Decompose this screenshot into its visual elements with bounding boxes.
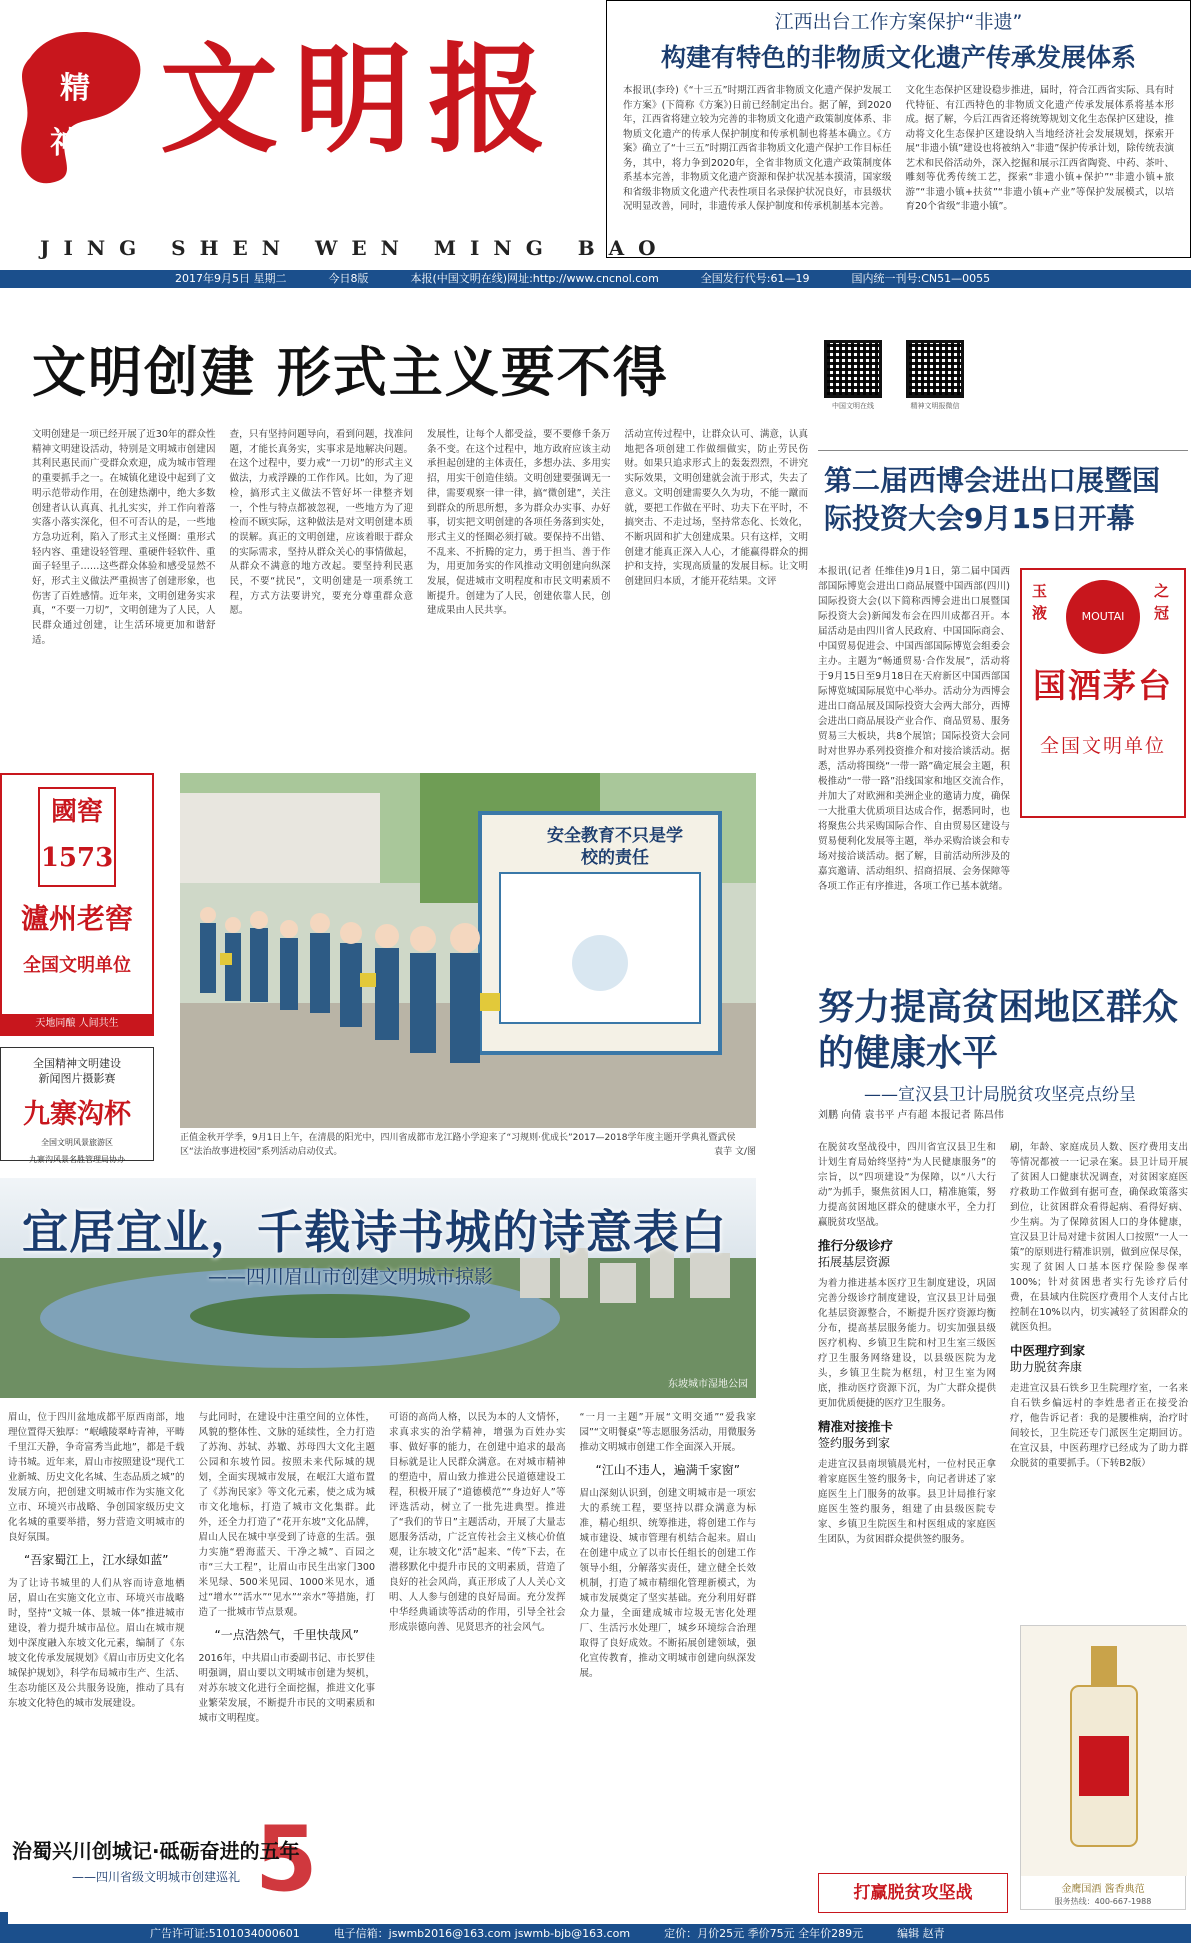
feature-col-2: 与此同时，在建设中注重空间的立体性，风貌的整体性、文脉的延续性，全力打造了苏洵、苏轼、苏辙、苏母四大文化主题公园和东坡竹园。按照未来代际城的规划，全面实现城市发展，在岷江大道布置了《苏洵民家》等文化元素，使之成为城市文化地标，打造了城市文化集群。此外，还全力打造了“花开东坡”文化品牌，眉山人民在城中享受到了诗意的生活。强力实施“碧海蓝天、干净之城”、百园之市“三大工程”，让眉山市民生出家门300米见绿、500米见园、1000米见水，通过“增水”“活水”“见水”“亲水”等措施，打造了一批城市节点景观。 xyxy=(198,1412,375,1618)
jiuzhai-line1: 全国精神文明建设 xyxy=(33,1057,121,1070)
main-article-body xyxy=(32,428,808,746)
cn-code: 国内统一刊号:CN51—0055 xyxy=(851,272,991,285)
bottle-ad-text: 金鹰国酒 酱香典范 xyxy=(1061,1884,1145,1895)
masthead-title: 文明报 xyxy=(160,30,563,169)
feature-col-2b: 2016年，中共眉山市委副书记、市长罗佳明强调，眉山要以文明城市创建为契机，对苏东坡文化进行全面挖掘，推进文化事业繁荣发展，不断提升市民的文明素质和城市文明程度。 xyxy=(198,1653,375,1724)
website[interactable]: 本报(中国文明在线)网址:http://www.cncnol.com xyxy=(410,272,659,285)
print-color-bar xyxy=(0,1912,8,1924)
health-subhead-3: 中医理疗到家 xyxy=(1010,1343,1086,1358)
feature-headline[interactable]: 宜居宜业，千载诗书城的诗意表白 xyxy=(22,1205,727,1259)
qr-label-2: 精神文明报微信 xyxy=(910,402,960,410)
issue-pages: 今日8版 xyxy=(328,272,369,285)
photo-credit: 东坡城市湿地公园 xyxy=(668,1379,748,1390)
feature-body xyxy=(8,1410,756,1810)
luzhou-honor: 全国文明单位 xyxy=(23,955,131,976)
caption-credit: 袁芋 文/图 xyxy=(714,1147,756,1157)
svg-text:5: 5 xyxy=(255,1810,318,1912)
luzhou-ad[interactable] xyxy=(0,773,154,1036)
qr-icon xyxy=(824,340,882,398)
maotai-ad[interactable] xyxy=(1020,568,1186,818)
health-subhead-2: 精准对接推卡 xyxy=(818,1419,894,1434)
expo-headline[interactable]: 第二届西博会进出口展暨国际投资大会9月15日开幕 xyxy=(824,464,1161,535)
jiuzhai-line4: 九寨沟风景名胜管理局协办 xyxy=(29,1155,125,1164)
feature-subhead-3: “江山不违人，遍满千家窗” xyxy=(595,1463,740,1477)
health-subhead-1: 推行分级诊疗 xyxy=(818,1238,894,1253)
health-headline[interactable]: 努力提高贫困地区群众的健康水平 xyxy=(818,987,1179,1074)
health-col-2b: 走进宣汉县石铁乡卫生院理疗室，一名来自石铁乡偏远村的李姓患者正在接受治疗，他告诉记者：我的是腰椎病，治疗时间较长，卫生院还专门派医生定期回访。在宣汉县，中医药理疗已经成为了助力群众脱贫的重要抓手。（下转B2版） xyxy=(1010,1383,1188,1469)
qr-icon xyxy=(906,340,964,398)
maotai-brand: 国酒茅台 xyxy=(1033,666,1173,705)
footer-bar xyxy=(0,1924,1191,1943)
top-right-subtitle: 江西出台工作方案保护“非遗” xyxy=(774,11,1023,33)
issue-date: 2017年9月5日 星期二 xyxy=(175,272,287,285)
health-subhead-1b: 拓展基层资源 xyxy=(818,1255,891,1269)
divider xyxy=(818,450,1188,451)
health-col-1c: 走进宣汉县南坝镇晨光村，一位村民正拿着家庭医生签约服务卡，向记者讲述了家庭医生上门服务的故事。县卫计局推行家庭医生签约服务，组建了由县级医院专家、乡镇卫生院医生和村医组成的家庭医生团队，为贫困群众提供签约服务。 xyxy=(818,1459,996,1545)
qr-label-1: 中国文明在线 xyxy=(832,402,874,410)
qr-code-2[interactable] xyxy=(906,340,964,411)
feature-col-1: 眉山，位于四川盆地成都平原西南部，地理位置得天独厚：“岷峨陵翠峙青神，平畴千里江天静，争奇富秀当此地”，都是千载诗书城。近年来，眉山市按照建设“现代工业新城、历史文化名城、生态品质之城”的发展方向，把创建文明城市作为实施文化立市、环境兴市战略、争创国家级历史文化名城的重要举措，努力营造文明城市的良好氛围。 xyxy=(8,1412,185,1543)
top-right-col-1: 本报讯(李玲)《“十三五”时期江西省非物质文化遗产保护发展工作方案》(下简称《方案》)日前已经制定出台。据了解，到2020年，江西省将建立较为完善的非物质文化遗产政策制度体系、非物质文化遗产的传承人保护制度和传承机制也将基本确立。《方案》确立了“十三五”时期江西省非物质文化遗产保护工作目标任务，其中，将力争到2020年，全省非物质文化遗产政策制度体系基本完善，非物质文化遗产资源和保护状况基本摸清，国家级和省级非物质文化遗产代表性项目名录保护状况良好，市县级状况明显改善，同时，非遗传承人保护制度和传承机制基本完善。 xyxy=(623,85,892,212)
footer-editor: 编辑 赵青 xyxy=(897,1927,945,1940)
jiuzhai-line2: 新闻图片摄影赛 xyxy=(38,1072,116,1085)
feature-subhead-2: “一点浩然气，千里快哉风” xyxy=(214,1628,359,1642)
maotai-honor: 全国文明单位 xyxy=(1039,735,1166,757)
top-right-article xyxy=(606,0,1191,258)
main-col-1: 文明创建是一项已经开展了近30年的群众性精神文明建设活动，特别是文明城市创建因其利民惠民而广受群众欢迎，成为城市管理的重要抓手之一。在城镇化建设中起到了文明示范带动作用，在创建热潮中，绝大多数创建者认认真真、扎扎实实，并工作向着落实落小落实深化，但不可否认的是，一些地方急功近利，陷入了形式主义怪圈：重形式轻内容、重建设轻管理、重硬件轻软件、重面子轻里子……这些群众体验和感受显然不好，形式主义做法严重损害了创建形象，也伤害了百姓感情。近年来，文明创建务实求真，“不要一刀切”，文明创建为了人民，人民群众通过创建，让生活环境更加和谐舒适。 xyxy=(32,429,216,646)
masthead-pinyin: JING SHEN WEN MING BAO xyxy=(40,236,670,260)
feature-col-4: “一月一主题”开展“文明交通”“爱我家园”“文明餐桌”等志愿服务活动，用微服务推动文明城市创建工作全面深入开展。 xyxy=(579,1412,756,1453)
jiuzhai-brand: 九寨沟杯 xyxy=(23,1099,131,1130)
maotai-left-text: 玉液 xyxy=(1032,582,1048,622)
main-col-3: 发展性，让每个人都受益，要不要修千条万条不变。在这个过程中，地方政府应该主动承担起创建的主体责任，多想办法、多用实招，用实干创造佳绩。文明创建要强调无一律，需要观察一律一律，搞“微创建”，关注到群众的所思所想，多为群众办实事、办好事，切实把文明创建的各项任务落到实处，形式主义的怪圈必须打破。要保持不出错、不乱来、不折腾的定力，勇于担当、善于作为，用更加务实的作风推动文明创建向纵深发展，促进城市文明程度和市民文明素质不断提升。创建为了人民，创建依靠人民，创建成果由人民共享。 xyxy=(427,429,611,617)
feature-subhead-1: “吾家蜀江上，江水绿如蓝” xyxy=(24,1553,169,1567)
maotai-right-text: 之冠 xyxy=(1154,582,1170,622)
footer-price: 定价：月价25元 季价75元 全年价289元 xyxy=(664,1927,864,1940)
svg-text:神: 神 xyxy=(50,126,80,161)
bottle-ad-phone: 服务热线：400-667-1988 xyxy=(1054,1897,1152,1906)
health-byline: 刘鹏 向倩 袁书平 卢有超 本报记者 陈昌伟 xyxy=(818,1110,1004,1121)
footer-email[interactable]: 电子信箱：jswmb2016@163.com jswmb-bjb@163.com xyxy=(333,1927,631,1940)
health-subtitle: ——宣汉县卫计局脱贫攻坚亮点纷呈 xyxy=(864,1085,1136,1105)
jiuzhai-line3: 全国文明风景旅游区 xyxy=(41,1138,113,1147)
main-col-2: 查，只有坚持问题导向，看到问题，找准问题，才能长真务实，实事求是地解决问题。在这个过程中，要力戒“一刀切”的形式主义做法，力戒浮躁的工作作风。比如，为了迎检，搞形式主义做法不管好坏一律整齐划一，个性与特点都被忽视，一些地方为了迎检而不顾实际，这种做法是对文明创建本质的误解。真正的文明创建，应该着眼于群众的实际需求，坚持从群众关心的事情做起，从群众不满意的地方改起。要坚持利民惠民，不要“扰民”，文明创建是一项系统工程，方式方法要讲究，要充分尊重群众意愿。 xyxy=(229,429,413,617)
jiuzhai-ad[interactable] xyxy=(0,1047,154,1164)
feature-subtitle: ——四川眉山市创建文明城市掠影 xyxy=(208,1266,494,1288)
school-photo xyxy=(180,773,756,1128)
school-photo-caption xyxy=(180,1131,756,1159)
feature-col-1b: 为了让诗书城里的人们从容而诗意地栖居，眉山在实施文化立市、环境兴市战略时，坚持“文城一体、景城一体”推进城市建设，着力提升城市品位。眉山在城市规划中深度融入东坡文化元素，编制了《东坡文化传承发展规划》《眉山市历史文化名城保护规划》，科学布局城市生产、生活、生态功能区及公共服务设施，推动了具有东坡文化特色的城市发展建设。 xyxy=(8,1578,185,1709)
main-headline[interactable]: 文明创建 形式主义要不得 xyxy=(32,341,669,404)
issue-code: 全国发行代号:61—19 xyxy=(700,272,810,285)
sichuan-banner-title: 治蜀兴川创城记·砥砺奋进的五年 xyxy=(12,1839,300,1863)
expo-body: 本报讯(记者 任维佳)9月1日，第二届中国西部国际博览会进出口商品展暨中国西部(四川)国际投资大会(以下简称西博会进出口展暨国际投资大会)新闻发布会在四川成都召开。本届活动是由四川省人民政府、中国国际商会、中国贸易促进会、中国西部国际博览会组委会主办。主题为“畅通贸易·合作发展”，活动将于9月15日至9月18日在天府新区中国西部国际博览城国际展览中心举办。活动分为西博会进出口商品展及国际投资大会两大部分，西博会进出口商品展设产业合作、商品贸易、服务贸易三大板块，共8个展馆；国际投资大会同时对世界办系列投资推介和对接洽谈活动。据悉，活动将围绕“一带一路”确定展会主题，积极推动“一带一路”沿线国家和地区交流合作，并加大了对欧洲和美洲企业的邀请力度，确保一大批重大优质项目达成合作，据悉同时，也将聚焦公共采购国际合作、自由贸易区建设与贸易便利化发展等主题，举办采购洽谈会和专场对接洽谈活动。据了解，目前活动所涉及的嘉宾邀请、活动组织、招商招展、会务保障等各项工作正有序推进，各项工作已基本就绪。 xyxy=(818,566,1010,892)
qr-code-1[interactable] xyxy=(824,340,882,411)
expo-article xyxy=(818,564,1010,984)
feature-col-3: 可语的高尚人格，以民为本的人文情怀，求真求实的治学精神，增强为百姓办实事、做好事的能力，在创建中追求的最高目标就是让人民群众满意。在对城市精神的塑造中，眉山致力推进公民道德建设工程，积极开展了“道德模范”“身边好人”等评选活动，树立了一批先进典型。推进了“我们的节日”主题活动，开展了大量志愿服务活动，广泛宣传社会主义核心价值观，让东坡文化“活”起来、“传”下去，在潜移默化中提升市民的文明素质，营造了良好的社会风尚，真正形成了人人关心文明、人人参与创建的良好局面。充分发挥中华经典诵读等活动的作用，引导全社会形成崇德向善、见贤思齐的社会风气。 xyxy=(389,1412,566,1633)
health-col-2: 刷，年龄、家庭成员人数、医疗费用支出等情况都被一一记录在案。县卫计局开展了贫困人口健康状况调查，对贫困家庭医疗救助工作做到有据可查，确保政策落实到位，让贫困群众看得起病、看得好病、少生病。为了保障贫困人口的身体健康，宣汉县卫计局对建卡贫困人口按照“一人一策”的原则进行精准识别，做到应保尽保，实现了贫困人口基本医疗保险参保率100%；针对贫困患者实行先诊疗后付费，在县域内住院医疗费用个人支付占比控制在10%以内，切实减轻了贫困群众的就医负担。 xyxy=(1010,1142,1188,1333)
health-subhead-2b: 签约服务到家 xyxy=(818,1436,891,1450)
svg-text:精: 精 xyxy=(60,71,90,106)
masthead-info-bar xyxy=(0,270,1191,288)
health-subhead-3b: 助力脱贫奔康 xyxy=(1010,1360,1083,1374)
caption-text: 正值金秋开学季，9月1日上午，在清晨的阳光中，四川省成都市龙江路小学迎来了“习规则·优成长”2017—2018学年度主题开学典礼暨武侯区“法治故事进校园”系列活动启动仪式。 xyxy=(180,1133,736,1157)
luzhou-brand: 瀘州老窖 xyxy=(20,902,133,935)
footer-license: 广告许可证:5101034000601 xyxy=(150,1927,300,1940)
health-col-1b: 为着力推进基本医疗卫生制度建设，巩固完善分级诊疗制度建设，宣汉县卫计局强化基层资源整合，不断提升医疗资源均衡分布，提高基层服务能力。切实加强县级医疗机构、乡镇卫生院和村卫生室三级医疗卫生服务网络建设，以县级医院为龙头，乡镇卫生院为枢纽，村卫生室为网底，推动医疗资源下沉，为广大群众提供更加优质便捷的医疗卫生服务。 xyxy=(818,1278,996,1409)
maotai-logo-icon: MOUTAI xyxy=(1066,580,1140,654)
luzhou-seal: 國窖1573 xyxy=(38,787,116,887)
top-right-title[interactable]: 构建有特色的非物质文化遗产传承发展体系 xyxy=(660,43,1136,72)
liquor-bottle-ad[interactable] xyxy=(1020,1625,1186,1910)
health-col-1: 在脱贫攻坚战役中，四川省宣汉县卫生和计划生育局始终坚持“为人民健康服务”的宗旨，以“四项建设”为保障，以“八大行动”为抓手，聚焦贫困人口，精准施策，努力提高贫困地区群众的健康水平，全力打赢脱贫攻坚战。 xyxy=(818,1142,996,1228)
photo-sign-text: 安全教育不只是学校的责任 xyxy=(547,826,683,868)
feature-col-4b: 眉山深刻认识到，创建文明城市是一项宏大的系统工程，要坚持以群众满意为标准，精心组织、统筹推进，将创建工作与城市建设、城市管理有机结合起来。眉山在创建中成立了以市长任组长的创建工作领导小组，分解落实责任，建立健全长效机制，打造了城市精细化管理新模式，为城市发展奠定了坚实基础。充分利用好群众力量，全面建成城市垃圾无害化处理厂、生活污水处理厂，城乡环境综合治理取得了良好成效。不断拓展创建领域，强化宣传教育，推动文明城市创建向纵深发展。 xyxy=(579,1488,756,1679)
luzhou-slogan: 天地同酿 人间共生 xyxy=(2,1014,152,1034)
poverty-campaign-box[interactable]: 打赢脱贫攻坚战 xyxy=(818,1873,1008,1913)
main-col-4: 活动宣传过程中，让群众认可、满意，认真地把各项创建工作做细做实，防止劳民伤财。如果只追求形式上的轰轰烈烈，不讲究实际效果，文明创建就会流于形式，失去了意义。文明创建需要久久为功，不能一蹴而就，要把工作做在平时、功夫下在平时，不搞突击、不走过场，坚持常态化、长效化，不断巩固和扩大创建成果。只有这样，文明创建才能真正深入人心，才能赢得群众的拥护和支持，实现高质量的发展目标。让文明创建回归本质，才能开花结果。文评 xyxy=(624,429,808,588)
top-right-col-2: 文化生态保护区建设稳步推进，届时，符合江西省实际、具有时代特征、有江西特色的非物质文化遗产传承发展体系将基本形成。据了解，今后江西省还将统筹规划文化生态保护区建设，推动将文化生态保护区建设纳入当地经济社会发展规划，探索开展“非遗小镇”建设也将被纳入“非遗”保护传承计划，除传统表演艺术和民俗活动外，深入挖掘和展示江西省陶瓷、中药、茶叶、雕刻等优秀传统工艺，探索“非遗小镇+保护”“非遗小镇+旅游”“非遗小镇+扶贫”“非遗小镇+产业”等保护发展模式，以培育20个省级“非遗小镇”。 xyxy=(905,85,1174,212)
sichuan-banner-subtitle: ——四川省级文明城市创建巡礼 xyxy=(72,1870,241,1884)
masthead-logo-mark xyxy=(10,18,170,188)
